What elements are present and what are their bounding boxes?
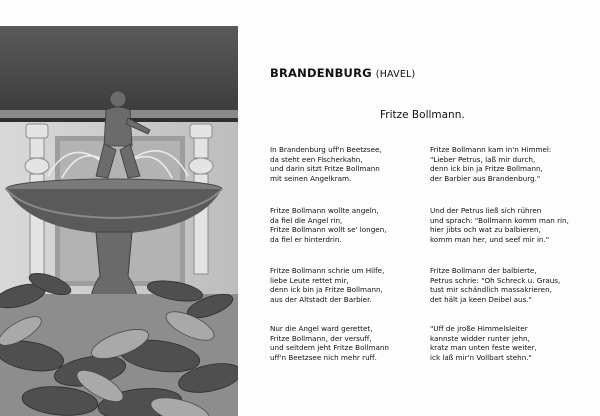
stanza-line: der Barbier aus Brandenburg." bbox=[430, 173, 541, 183]
stanza-7 bbox=[270, 324, 389, 362]
stanza-line: kratz man unten feste weiter, bbox=[430, 343, 537, 353]
stanza-line: da steht een Fischerkahn, bbox=[270, 154, 363, 164]
stanza-8 bbox=[430, 324, 537, 362]
stanza-6 bbox=[430, 266, 560, 304]
stanza-line: Petrus schrie: "Oh Schreck u. Graus, bbox=[430, 275, 561, 285]
stanza-line: "Uff de jroße Himmelsleiter bbox=[430, 324, 528, 333]
stanza-line: tust mir schändlich massakrieren, bbox=[430, 285, 552, 295]
fountain-photo bbox=[0, 26, 238, 416]
fountain-illustration bbox=[0, 26, 238, 416]
stanza-line: hier jibts och wat zu balbieren, bbox=[430, 225, 541, 235]
stanza-line: denn ick bin ja Fritze Bollmann, bbox=[430, 164, 543, 174]
city-name: BRANDENBURG bbox=[270, 66, 372, 80]
stanza-line: Nur die Angel ward gerettet, bbox=[270, 324, 373, 333]
stanza-line: denn ick bin ja Fritze Bollmann, bbox=[270, 285, 383, 295]
stanza-line: uff'n Beetzsee nich mehr ruff. bbox=[270, 352, 377, 362]
stanza-line: mit seinen Angelkram. bbox=[270, 173, 352, 183]
location-title bbox=[270, 66, 415, 80]
stanza-5 bbox=[270, 266, 384, 304]
stanza-line: Und der Petrus ließ sich rühren bbox=[430, 206, 542, 215]
stanza-line: Fritze Bollmann wollte angeln, bbox=[270, 206, 379, 215]
stanza-line: "Lieber Petrus, laß mir durch, bbox=[430, 154, 536, 164]
stanza-line: Fritze Bollmann kam in'n Himmel: bbox=[430, 145, 552, 154]
stanza-line: aus der Altstadt der Barbier. bbox=[270, 294, 372, 304]
stanza-line: und sprach: "Bollmann komm man rin, bbox=[430, 215, 569, 225]
stanza-3 bbox=[270, 206, 387, 244]
stanza-line: liebe Leute rettet mir, bbox=[270, 275, 349, 285]
poem-title: Fritze Bollmann. bbox=[380, 109, 465, 121]
stanza-4 bbox=[430, 206, 569, 244]
stanza-line: In Brandenburg uff'n Beetzsee, bbox=[270, 145, 382, 154]
city-subtitle: (HAVEL) bbox=[375, 69, 416, 80]
stanza-line: Fritze Bollmann der balbierte, bbox=[430, 266, 537, 275]
stanza-line: und darin sitzt Fritze Bollmann bbox=[270, 164, 380, 174]
stanza-line: und seitdem jeht Fritze Bollmann bbox=[270, 343, 389, 353]
stanza-1 bbox=[270, 145, 382, 183]
poem-panel bbox=[252, 56, 592, 396]
stanza-line: da fiel er hinterdrin. bbox=[270, 234, 342, 244]
stanza-line: komm man her, und seef mir in." bbox=[430, 234, 550, 244]
stanza-line: Fritze Bollmann, der versuff, bbox=[270, 333, 372, 343]
stanza-line: ick laß mir'n Vollbart stehn." bbox=[430, 352, 532, 362]
stanza-line: det hält ja keen Deibel aus." bbox=[430, 294, 532, 304]
stanza-line: Fritze Bollmann schrie um Hilfe, bbox=[270, 266, 385, 275]
stanza-line: Fritze Bollmann wollt se' longen, bbox=[270, 225, 387, 235]
stanza-line: da fiel die Angel rin, bbox=[270, 215, 343, 225]
stanza-2 bbox=[430, 145, 551, 183]
stanza-line: kannste widder runter jehn, bbox=[430, 333, 530, 343]
